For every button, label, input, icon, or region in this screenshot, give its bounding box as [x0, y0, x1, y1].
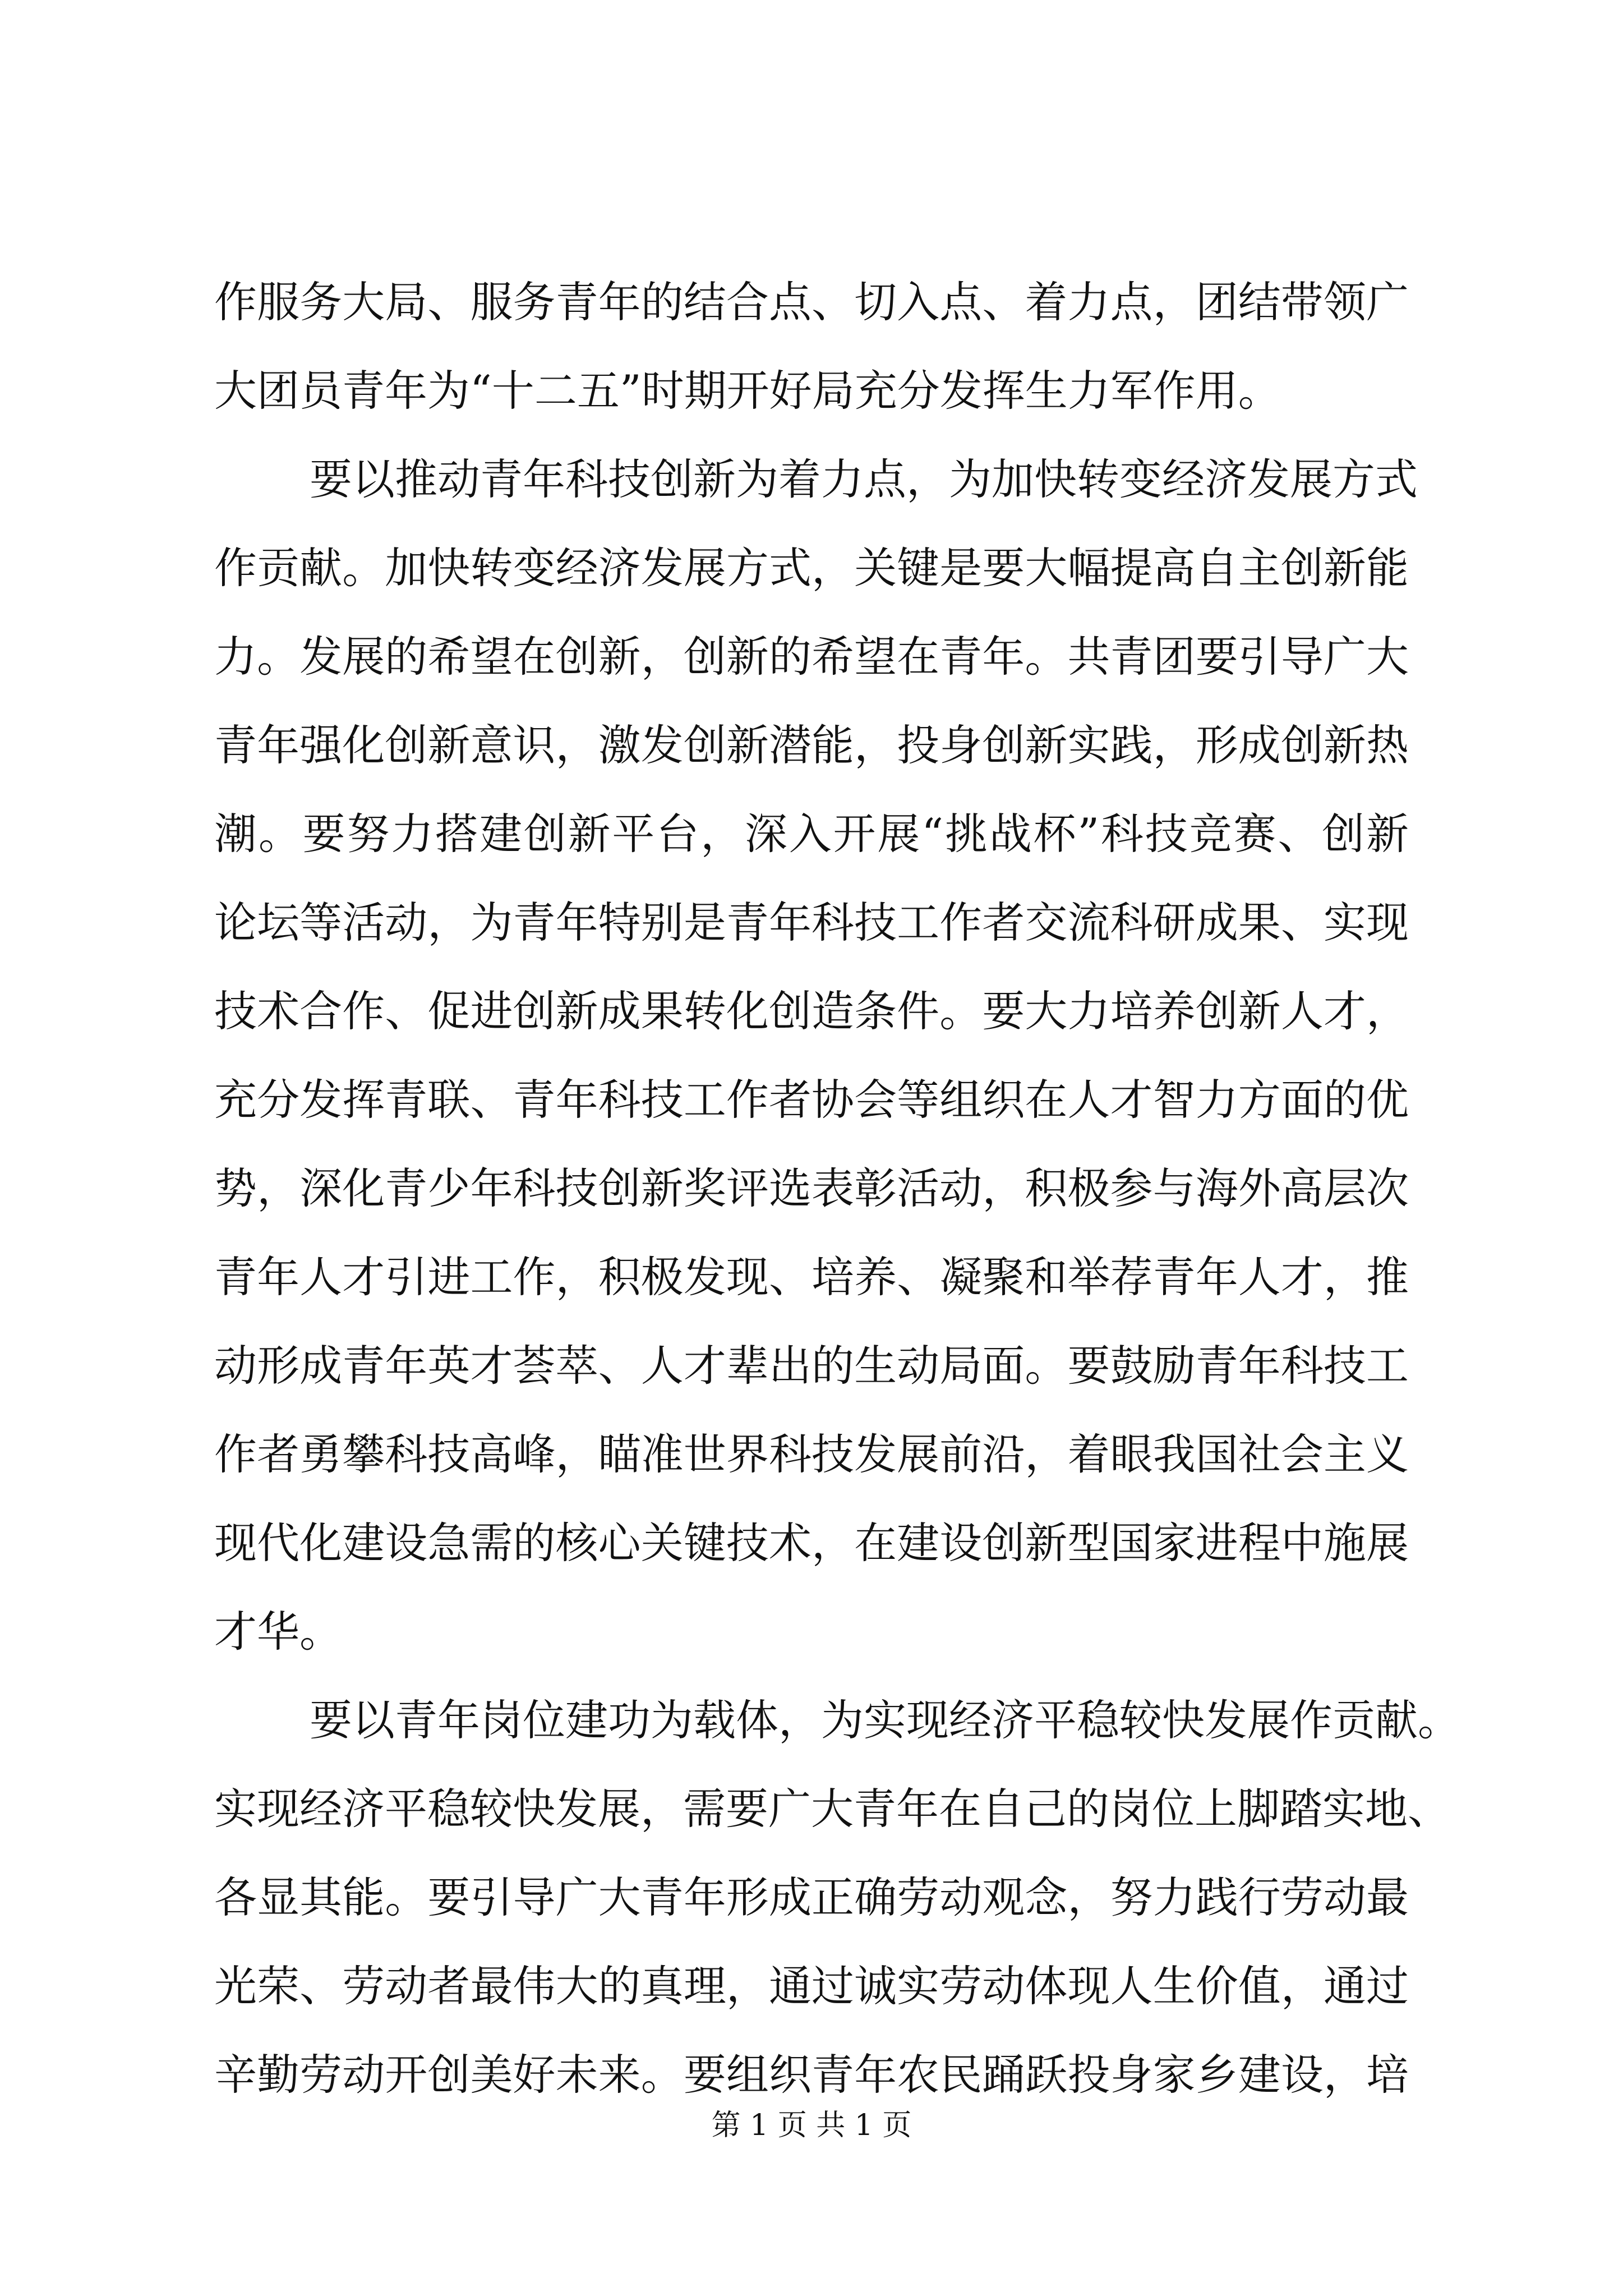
paragraph-2-line-10: 青年人才引进工作，积极发现、培养、凝聚和举荐青年人才，推 [214, 1252, 1409, 1302]
paragraph-2-line-5: 潮。要努力搭建创新平台，深入开展“挑战杯”科技竞赛、创新 [214, 809, 1409, 859]
paragraph-2-line-12: 作者勇攀科技高峰，瞄准世界科技发展前沿，着眼我国社会主义 [214, 1429, 1409, 1479]
page-footer [0, 2101, 1623, 2143]
paragraph-1-line-2: 大团员青年为“十二五”时期开好局充分发挥生力军作用。 [214, 366, 1281, 416]
paragraph-2-line-2: 作贡献。加快转变经济发展方式，关键是要大幅提高自主创新能 [214, 543, 1409, 593]
paragraph-2-line-8: 充分发挥青联、青年科技工作者协会等组织在人才智力方面的优 [214, 1075, 1409, 1125]
document-body [214, 258, 1460, 2119]
paragraph-3-line-5: 辛勤劳动开创美好未来。要组织青年农民踊跃投身家乡建设，培 [214, 2050, 1409, 2100]
paragraph-3-line-4: 光荣、劳动者最伟大的真理，通过诚实劳动体现人生价值，通过 [214, 1961, 1409, 2011]
paragraph-2-line-1: 要以推动青年科技创新为着力点，为加快转变经济发展方式 [310, 454, 1418, 504]
paragraph-2-line-7: 技术合作、促进创新成果转化创造条件。要大力培养创新人才， [214, 986, 1409, 1036]
paragraph-2-line-3: 力。发展的希望在创新，创新的希望在青年。共青团要引导广大 [214, 632, 1409, 682]
paragraph-2-line-4: 青年强化创新意识，激发创新潜能，投身创新实践，形成创新热 [214, 720, 1409, 770]
paragraph-2-line-9: 势，深化青少年科技创新奖评选表彰活动，积极参与海外高层次 [214, 1163, 1409, 1213]
paragraph-2-line-11: 动形成青年英才荟萃、人才辈出的生动局面。要鼓励青年科技工 [214, 1341, 1409, 1391]
paragraph-3-line-1: 要以青年岗位建功为载体，为实现经济平稳较快发展作贡献。 [310, 1695, 1460, 1745]
paragraph-2-line-14: 才华。 [214, 1607, 342, 1657]
paragraph-2-line-6: 论坛等活动，为青年特别是青年科技工作者交流科研成果、实现 [214, 898, 1409, 947]
page-number-label: 第 1 页 共 1 页 [711, 2109, 912, 2142]
paragraph-1-line-1: 作服务大局、服务青年的结合点、切入点、着力点，团结带领广 [214, 277, 1409, 327]
paragraph-3-line-3: 各显其能。要引导广大青年形成正确劳动观念，努力践行劳动最 [214, 1872, 1409, 1922]
paragraph-2-line-13: 现代化建设急需的核心关键技术，在建设创新型国家进程中施展 [214, 1518, 1409, 1568]
paragraph-3-line-2: 实现经济平稳较快发展，需要广大青年在自己的岗位上脚踏实地、 [214, 1784, 1450, 1834]
